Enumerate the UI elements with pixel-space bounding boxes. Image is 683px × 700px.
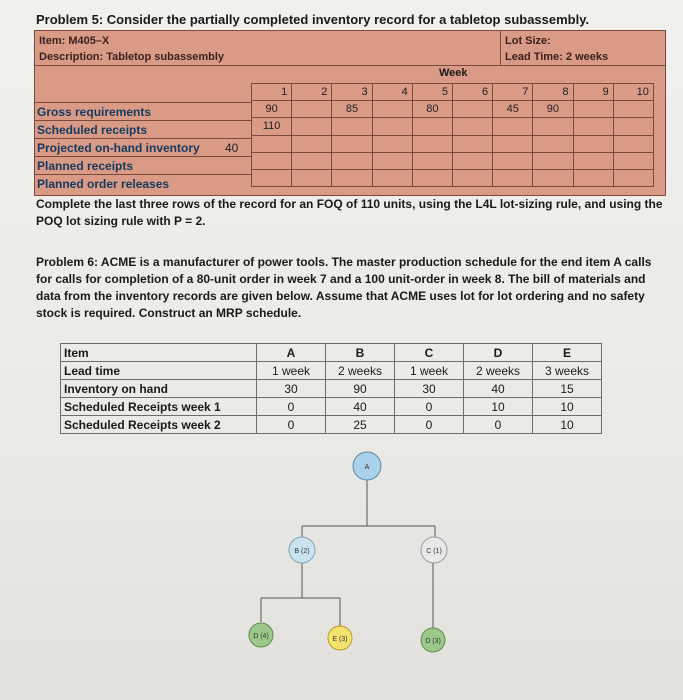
table-cell: 90 <box>326 380 395 398</box>
bom-node-a <box>353 452 381 480</box>
table-row <box>61 398 602 416</box>
week-number: 1 <box>252 84 292 101</box>
cell <box>452 169 492 186</box>
planned-order-releases-row <box>252 169 654 186</box>
week-number: 5 <box>412 84 452 101</box>
cell: 85 <box>332 101 372 118</box>
cell <box>573 118 613 135</box>
row-labels <box>35 102 251 192</box>
cell <box>332 118 372 135</box>
week-number: 3 <box>332 84 372 101</box>
row-label: Projected on-hand inventory <box>37 141 200 155</box>
cell <box>613 135 653 152</box>
cell <box>493 169 533 186</box>
header-cell: Item <box>61 344 257 362</box>
cell: 90 <box>252 101 292 118</box>
cell <box>452 118 492 135</box>
bom-connectors <box>261 480 435 628</box>
cell <box>533 152 573 169</box>
table-header-row <box>61 344 602 362</box>
cell <box>372 118 412 135</box>
table-cell: 0 <box>257 416 326 434</box>
cell <box>412 152 452 169</box>
week-header-row <box>252 84 654 101</box>
cell <box>613 101 653 118</box>
row-label: Planned receipts <box>35 156 251 174</box>
week-number: 9 <box>573 84 613 101</box>
table-cell: 30 <box>395 380 464 398</box>
cell <box>332 169 372 186</box>
cell <box>252 135 292 152</box>
week-number: 6 <box>452 84 492 101</box>
problem5-title: Problem 5: Consider the partially completed inventory record for a tabletop subassembly. <box>36 12 590 27</box>
cell <box>493 118 533 135</box>
bom-node-d1 <box>249 623 273 647</box>
cell <box>412 135 452 152</box>
bom-node-label: A <box>364 464 370 471</box>
bill-of-materials-tree <box>0 440 683 700</box>
table-cell: 2 weeks <box>326 362 395 380</box>
table-cell: 10 <box>464 398 533 416</box>
inventory-record <box>34 30 666 196</box>
initial-on-hand: 40 <box>225 141 239 155</box>
gross-requirements-row <box>252 101 654 118</box>
week-label: Week <box>439 67 468 79</box>
table-cell: 0 <box>257 398 326 416</box>
cell <box>412 169 452 186</box>
header-cell: C <box>395 344 464 362</box>
row-label: Gross requirements <box>35 102 251 120</box>
cell <box>573 101 613 118</box>
bom-node-c <box>421 537 447 563</box>
cell: 110 <box>252 118 292 135</box>
bom-node-label: C (1) <box>426 548 442 555</box>
cell <box>252 169 292 186</box>
cell <box>533 118 573 135</box>
cell: 90 <box>533 101 573 118</box>
cell <box>613 152 653 169</box>
row-label: Scheduled Receipts week 2 <box>61 416 257 434</box>
bom-node-e <box>328 626 352 650</box>
table-cell: 40 <box>326 398 395 416</box>
header-divider-h <box>35 65 665 66</box>
cell <box>613 118 653 135</box>
table-cell: 2 weeks <box>464 362 533 380</box>
header-cell: D <box>464 344 533 362</box>
header-cell: B <box>326 344 395 362</box>
table-cell: 40 <box>464 380 533 398</box>
table-row <box>61 380 602 398</box>
planned-receipts-row <box>252 152 654 169</box>
row-label: Scheduled Receipts week 1 <box>61 398 257 416</box>
week-number: 2 <box>292 84 332 101</box>
cell <box>252 152 292 169</box>
cell <box>493 152 533 169</box>
cell <box>493 135 533 152</box>
week-number: 7 <box>493 84 533 101</box>
cell <box>332 152 372 169</box>
cell: 80 <box>412 101 452 118</box>
table-cell: 0 <box>464 416 533 434</box>
table-cell: 10 <box>533 416 602 434</box>
cell <box>292 169 332 186</box>
cell <box>292 152 332 169</box>
inventory-data-table <box>60 343 602 434</box>
problem6-text: Problem 6: ACME is a manufacturer of power tools. The master production schedule for the end item A calls for calls for completion of a 80-unit order in week 7 and a 100 unit-order in week 8. The bill of materials and data from the inventory records are given below. Assume that ACME uses lot for lot ordering and no safety stock is required. Construct an MRP schedule. <box>36 255 652 320</box>
table-row <box>61 416 602 434</box>
cell <box>292 118 332 135</box>
table-cell: 30 <box>257 380 326 398</box>
row-label: Scheduled receipts <box>35 120 251 138</box>
week-number: 8 <box>533 84 573 101</box>
row-label: Lead time <box>61 362 257 380</box>
row-label: Inventory on hand <box>61 380 257 398</box>
week-number: 4 <box>372 84 412 101</box>
cell <box>613 169 653 186</box>
table-cell: 25 <box>326 416 395 434</box>
cell <box>452 135 492 152</box>
cell <box>332 135 372 152</box>
lead-time: Lead Time: 2 weeks <box>505 51 609 63</box>
record-grid <box>251 83 654 187</box>
cell <box>292 101 332 118</box>
cell <box>573 169 613 186</box>
row-label-onhand <box>35 138 251 156</box>
bom-node-label: E (3) <box>332 636 348 643</box>
cell <box>533 169 573 186</box>
cell <box>372 152 412 169</box>
problem5-instructions: Complete the last three rows of the record for an FOQ of 110 units, using the L4L lot-sizing rule, and using the POQ lot sizing rule with P = 2. <box>36 197 663 228</box>
week-number: 10 <box>613 84 653 101</box>
table-cell: 1 week <box>395 362 464 380</box>
header-cell: E <box>533 344 602 362</box>
table-row <box>61 362 602 380</box>
cell <box>412 118 452 135</box>
projected-on-hand-row <box>252 135 654 152</box>
bom-node-b <box>289 537 315 563</box>
lot-size: Lot Size: <box>505 35 551 47</box>
bom-node-d2 <box>421 628 445 652</box>
cell <box>573 135 613 152</box>
table-cell: 3 weeks <box>533 362 602 380</box>
table-cell: 10 <box>533 398 602 416</box>
bom-node-label: D (3) <box>425 638 441 645</box>
scheduled-receipts-row <box>252 118 654 135</box>
cell <box>372 135 412 152</box>
table-cell: 0 <box>395 398 464 416</box>
table-cell: 0 <box>395 416 464 434</box>
item-code: Item: M405–X <box>39 35 110 47</box>
header-divider <box>500 31 501 65</box>
cell <box>372 169 412 186</box>
cell: 45 <box>493 101 533 118</box>
cell <box>452 101 492 118</box>
cell <box>372 101 412 118</box>
item-description: Description: Tabletop subassembly <box>39 51 225 63</box>
cell <box>452 152 492 169</box>
cell <box>533 135 573 152</box>
bom-node-label: D (4) <box>253 633 269 640</box>
table-cell: 15 <box>533 380 602 398</box>
cell <box>573 152 613 169</box>
header-cell: A <box>257 344 326 362</box>
bom-node-label: B (2) <box>294 548 310 555</box>
table-cell: 1 week <box>257 362 326 380</box>
cell <box>292 135 332 152</box>
row-label: Planned order releases <box>35 174 251 192</box>
